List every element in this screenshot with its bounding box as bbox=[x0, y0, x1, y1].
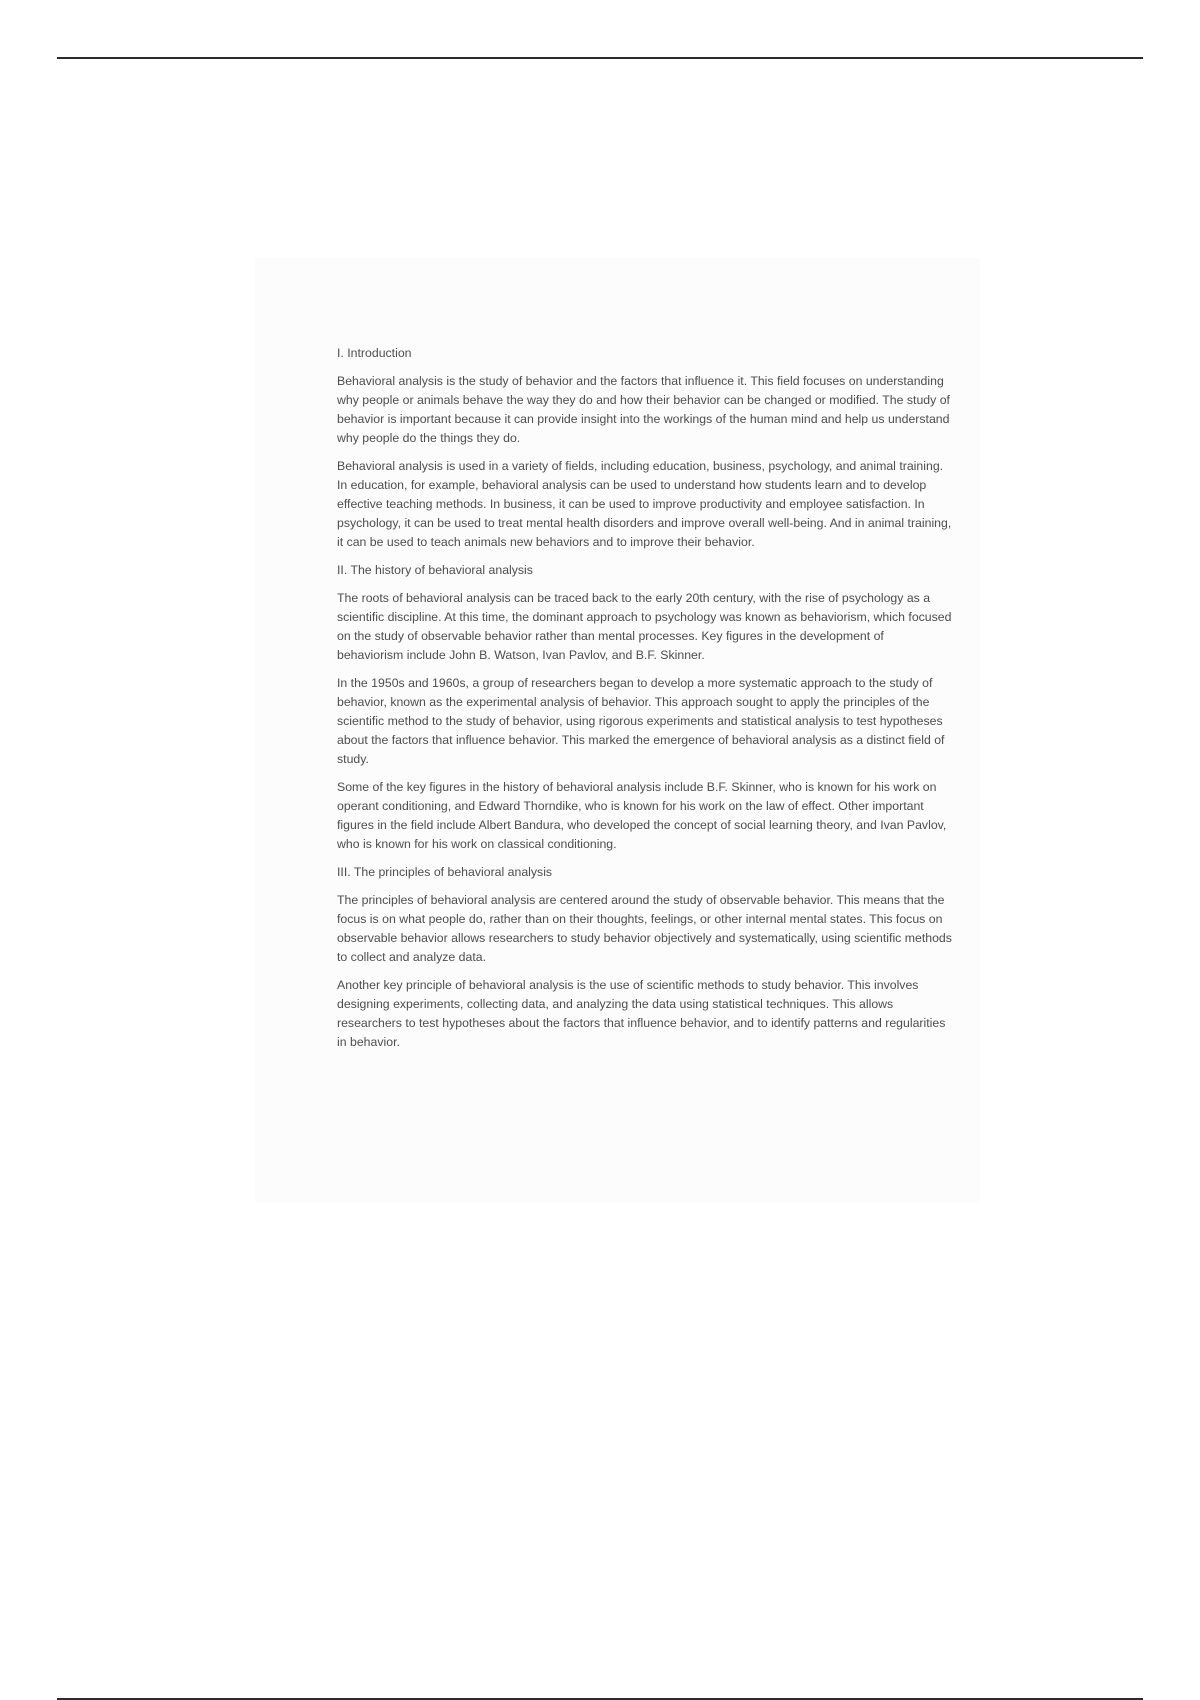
paragraph: Another key principle of behavioral analysis is the use of scientific methods to study behavior. This involves designing experiments, collecting data, and analyzing the data using statistical techniques. This allows researchers to test hypotheses about the factors that influence behavior, and to identify patterns and regularities in behavior. bbox=[337, 978, 946, 1049]
paragraph: The principles of behavioral analysis are centered around the study of observable behavior. This means that the focus is on what people do, rather than on their thoughts, feelings, or other internal mental states. This focus on observable behavior allows researchers to study behavior objectively and systematically, using scientific methods to collect and analyze data. bbox=[337, 893, 952, 964]
paragraph: Behavioral analysis is used in a variety of fields, including education, business, psychology, and animal training. In education, for example, behavioral analysis can be used to understand how students learn and to develop effective teaching methods. In business, it can be used to improve productivity and employee satisfaction. In psychology, it can be used to treat mental health disorders and improve overall well-being. And in animal training, it can be used to teach animals new behaviors and to improve their behavior. bbox=[337, 459, 952, 549]
section-heading-introduction: I. Introduction bbox=[337, 346, 412, 360]
section-heading-history: II. The history of behavioral analysis bbox=[337, 563, 533, 577]
paragraph: Behavioral analysis is the study of behavior and the factors that influence it. This field focuses on understanding why people or animals behave the way they do and how their behavior can be changed or modified. The study of behavior is important because it can provide insight into the workings of the human mind and help us understand why people do the things they do. bbox=[337, 374, 950, 445]
paragraph: Some of the key figures in the history of behavioral analysis include B.F. Skinner, who is known for his work on operant conditioning, and Edward Thorndike, who is known for his work on the law of effect. Other important figures in the field include Albert Bandura, who developed the concept of social learning theory, and Ivan Pavlov, who is known for his work on classical conditioning. bbox=[337, 780, 947, 851]
paragraph: The roots of behavioral analysis can be traced back to the early 20th century, with the rise of psychology as a scientific discipline. At this time, the dominant approach to psychology was known as behaviorism, which focused on the study of observable behavior rather than mental processes. Key figures in the development of behaviorism include John B. Watson, Ivan Pavlov, and B.F. Skinner. bbox=[337, 591, 952, 662]
paragraph: In the 1950s and 1960s, a group of researchers began to develop a more systematic approach to the study of behavior, known as the experimental analysis of behavior. This approach sought to apply the principles of the scientific method to the study of behavior, using rigorous experiments and statistical analysis to test hypotheses about the factors that influence behavior. This marked the emergence of behavioral analysis as a distinct field of study. bbox=[337, 676, 945, 766]
document-body bbox=[337, 344, 953, 1061]
document-page-image bbox=[255, 258, 980, 1203]
section-heading-principles: III. The principles of behavioral analysis bbox=[337, 865, 553, 879]
top-divider bbox=[57, 57, 1143, 59]
